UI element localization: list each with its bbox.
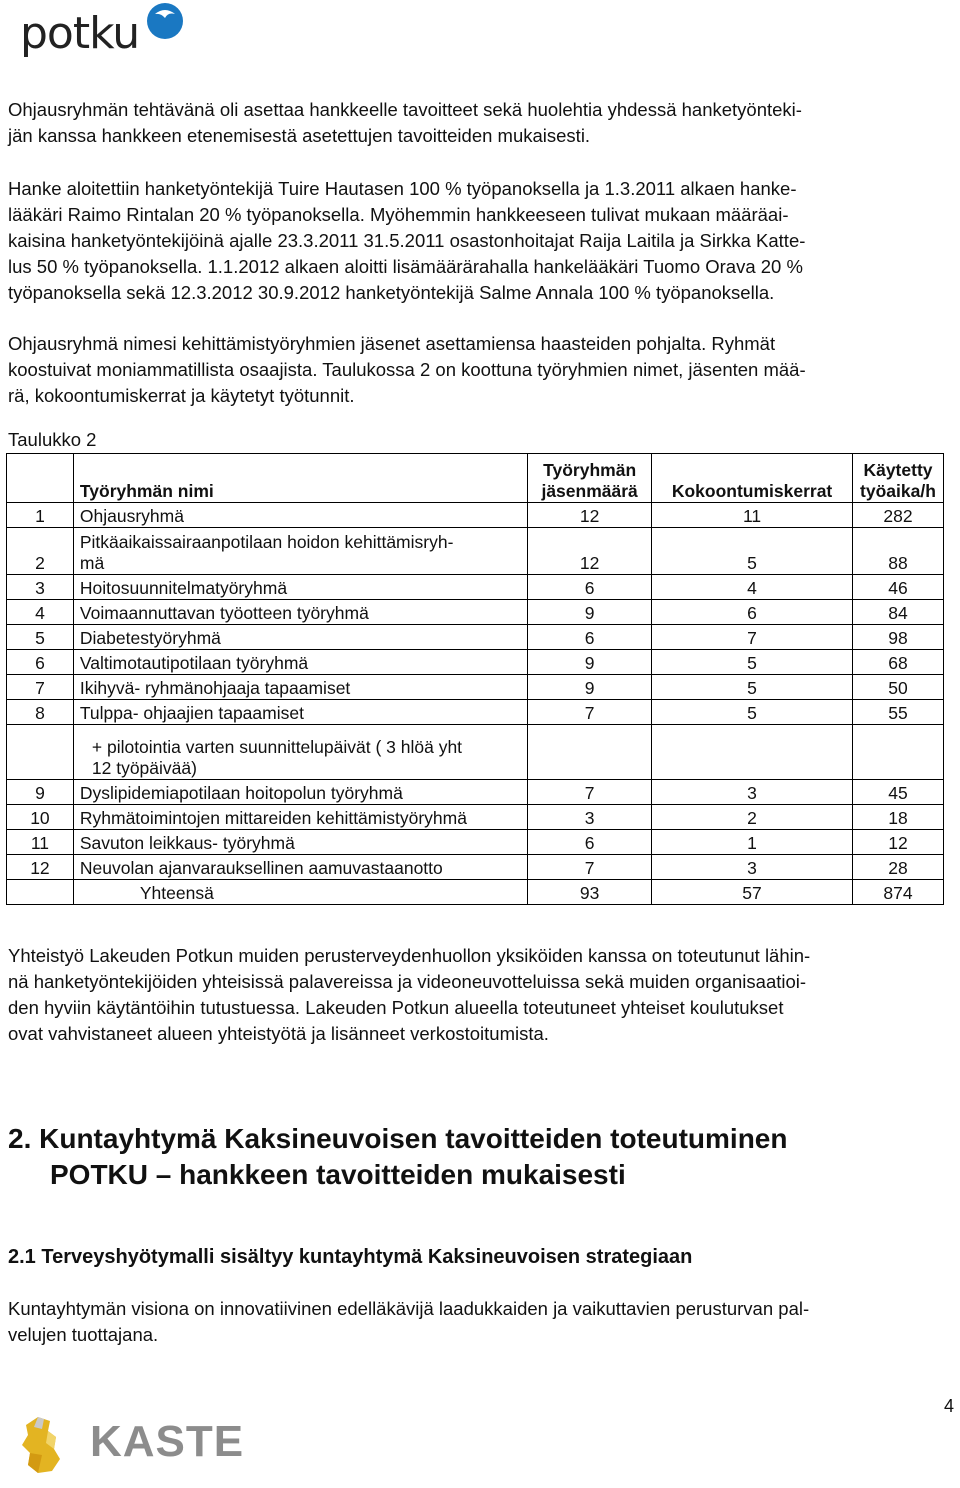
- row-meetings: 2: [652, 805, 853, 830]
- text-line: Ohjausryhmän tehtävänä oli asettaa hankkeelle tavoitteet sekä huolehtia yhdessä hanketyönteki-: [8, 99, 802, 120]
- row-number: 11: [7, 830, 74, 855]
- row-meetings: [652, 725, 853, 780]
- total-hours: 874: [852, 880, 943, 905]
- section-heading: [8, 1121, 787, 1193]
- row-members: [528, 725, 652, 780]
- row-group-name: Voimaannuttavan työotteen työryhmä: [73, 600, 527, 625]
- potku-logo-mark-icon: [146, 2, 184, 40]
- total-label: Yhteensä: [73, 880, 527, 905]
- header-hours: Käytetty työaika/h: [852, 454, 943, 503]
- kaste-logo-text: KASTE: [90, 1417, 245, 1466]
- text-line: den hyviin käytäntöihin tutustuessa. Lakeuden Potkun alueella toteutuneet yhteiset koulutukset: [8, 997, 784, 1018]
- text-line: jän kanssa hankkeen etenemisestä asetettujen tavoitteiden mukaisesti.: [8, 125, 591, 146]
- paragraph-steering-group-task: [8, 97, 948, 149]
- table-row: [7, 503, 944, 528]
- table-row: [7, 805, 944, 830]
- paragraph-working-groups: [8, 331, 948, 409]
- text-line: rä, kokoontumiskerrat ja käytetyt työtunnit.: [8, 385, 355, 406]
- potku-logo: [18, 2, 168, 62]
- paragraph-cooperation: [8, 943, 948, 1047]
- kaste-logo: [8, 1415, 245, 1475]
- row-hours: 84: [852, 600, 943, 625]
- table-row: [7, 625, 944, 650]
- row-members: 12: [528, 503, 652, 528]
- row-number: [7, 880, 74, 905]
- row-hours: [852, 725, 943, 780]
- row-hours: 28: [852, 855, 943, 880]
- row-members: 9: [528, 600, 652, 625]
- row-number: 9: [7, 780, 74, 805]
- table-row: [7, 650, 944, 675]
- row-number: 5: [7, 625, 74, 650]
- row-group-name: Tulppa- ohjaajien tapaamiset: [73, 700, 527, 725]
- row-members: 6: [528, 830, 652, 855]
- row-meetings: 11: [652, 503, 853, 528]
- paragraph-project-staff: [8, 176, 948, 306]
- row-number: 12: [7, 855, 74, 880]
- table-row-note: [7, 725, 944, 780]
- row-meetings: 3: [652, 855, 853, 880]
- kaste-map-icon: [8, 1415, 84, 1475]
- row-meetings: 5: [652, 700, 853, 725]
- table-row: [7, 700, 944, 725]
- row-group-name: Dyslipidemiapotilaan hoitopolun työryhmä: [73, 780, 527, 805]
- row-hours: 45: [852, 780, 943, 805]
- row-meetings: 5: [652, 675, 853, 700]
- table-row: [7, 600, 944, 625]
- row-members: 9: [528, 675, 652, 700]
- table-row: [7, 830, 944, 855]
- row-note: + pilotointia varten suunnittelupäivät ( 3 hlöä yht 12 työpäivää): [73, 725, 527, 780]
- row-hours: 88: [852, 528, 943, 575]
- row-group-name: Pitkäaikaissairaanpotilaan hoidon kehittämisryh- mä: [73, 528, 527, 575]
- row-members: 7: [528, 855, 652, 880]
- row-group-name: Neuvolan ajanvarauksellinen aamuvastaanotto: [73, 855, 527, 880]
- row-meetings: 4: [652, 575, 853, 600]
- row-number: 4: [7, 600, 74, 625]
- row-group-name: Hoitosuunnitelmatyöryhmä: [73, 575, 527, 600]
- table-total-row: [7, 880, 944, 905]
- table-row: [7, 575, 944, 600]
- row-hours: 98: [852, 625, 943, 650]
- row-members: 3: [528, 805, 652, 830]
- row-members: 6: [528, 575, 652, 600]
- row-meetings: 6: [652, 600, 853, 625]
- row-hours: 18: [852, 805, 943, 830]
- text-line: nä hanketyöntekijöiden yhteisissä palavereissa ja videoneuvotteluissa sekä muiden organisaatioi-: [8, 971, 807, 992]
- page-number: 4: [944, 1396, 955, 1416]
- header-members: Työryhmän jäsenmäärä: [528, 454, 652, 503]
- text-line: Hanke aloitettiin hanketyöntekijä Tuire Hautasen 100 % työpanoksella ja 1.3.2011 alkaen hanke-: [8, 178, 797, 199]
- table-row: [7, 528, 944, 575]
- row-number: 1: [7, 503, 74, 528]
- row-meetings: 3: [652, 780, 853, 805]
- text-line: kaisina hanketyöntekijöinä ajalle 23.3.2011 31.5.2011 osastonhoitajat Raija Laitila ja Sirkka Katte-: [8, 230, 806, 251]
- table-row: [7, 780, 944, 805]
- text-line: lääkäri Raimo Rintalan 20 % työpanoksella. Myöhemmin hankkeeseen tulivat mukaan määräai-: [8, 204, 789, 225]
- row-group-name: Ikihyvä- ryhmänohjaaja tapaamiset: [73, 675, 527, 700]
- table-header-row: [7, 454, 944, 503]
- row-number: 3: [7, 575, 74, 600]
- text-line: velujen tuottajana.: [8, 1324, 159, 1345]
- row-meetings: 1: [652, 830, 853, 855]
- text-line: Kuntayhtymän visiona on innovatiivinen edelläkävijä laadukkaiden ja vaikuttavien perusturvan pal-: [8, 1298, 810, 1319]
- header-number: [7, 454, 74, 503]
- text-line: Yhteistyö Lakeuden Potkun muiden perusterveydenhuollon yksiköiden kanssa on toteutunut lähin-: [8, 945, 811, 966]
- row-members: 6: [528, 625, 652, 650]
- row-group-name: Ohjausryhmä: [73, 503, 527, 528]
- row-number: 7: [7, 675, 74, 700]
- table-row: [7, 855, 944, 880]
- total-members: 93: [528, 880, 652, 905]
- row-members: 9: [528, 650, 652, 675]
- text-line: työpanoksella sekä 12.3.2012 30.9.2012 hanketyöntekijä Salme Annala 100 % työpanoksella.: [8, 282, 775, 303]
- row-meetings: 5: [652, 528, 853, 575]
- row-meetings: 7: [652, 625, 853, 650]
- section-heading-line: POTKU – hankkeen tavoitteiden mukaisesti: [50, 1159, 626, 1190]
- paragraph-vision: [8, 1296, 948, 1348]
- row-hours: 50: [852, 675, 943, 700]
- table-caption: Taulukko 2: [8, 429, 97, 450]
- total-meetings: 57: [652, 880, 853, 905]
- row-hours: 12: [852, 830, 943, 855]
- section-heading-line: 2. Kuntayhtymä Kaksineuvoisen tavoitteiden toteutuminen: [8, 1123, 788, 1154]
- text-line: Ohjausryhmä nimesi kehittämistyöryhmien jäsenet asettamiensa haasteiden pohjalta. Ryhmät: [8, 333, 776, 354]
- header-group-name: Työryhmän nimi: [73, 454, 527, 503]
- row-number: 6: [7, 650, 74, 675]
- row-group-name: Ryhmätoimintojen mittareiden kehittämistyöryhmä: [73, 805, 527, 830]
- row-meetings: 5: [652, 650, 853, 675]
- text-line: koostuivat moniammatillista osaajista. Taulukossa 2 on koottuna työryhmien nimet, jäsenten mää-: [8, 359, 806, 380]
- row-number: 8: [7, 700, 74, 725]
- row-group-name: Diabetestyöryhmä: [73, 625, 527, 650]
- potku-logo-text: potku: [20, 8, 140, 59]
- text-line: ovat vahvistaneet alueen yhteistyötä ja lisänneet verkostoitumista.: [8, 1023, 549, 1044]
- row-hours: 55: [852, 700, 943, 725]
- row-hours: 68: [852, 650, 943, 675]
- header-meetings: Kokoontumiskerrat: [652, 454, 853, 503]
- subsection-heading: 2.1 Terveyshyötymalli sisältyy kuntayhtymä Kaksineuvoisen strategiaan: [8, 1246, 693, 1268]
- row-group-name: Valtimotautipotilaan työryhmä: [73, 650, 527, 675]
- row-members: 7: [528, 780, 652, 805]
- row-members: 12: [528, 528, 652, 575]
- table-row: [7, 675, 944, 700]
- row-number: [7, 725, 74, 780]
- working-groups-table: [6, 453, 944, 905]
- text-line: lus 50 % työpanoksella. 1.1.2012 alkaen aloitti lisämäärärahalla hankelääkäri Tuomo Orava 20 %: [8, 256, 803, 277]
- row-members: 7: [528, 700, 652, 725]
- row-number: 2: [7, 528, 74, 575]
- row-hours: 46: [852, 575, 943, 600]
- row-group-name: Savuton leikkaus- työryhmä: [73, 830, 527, 855]
- row-hours: 282: [852, 503, 943, 528]
- row-number: 10: [7, 805, 74, 830]
